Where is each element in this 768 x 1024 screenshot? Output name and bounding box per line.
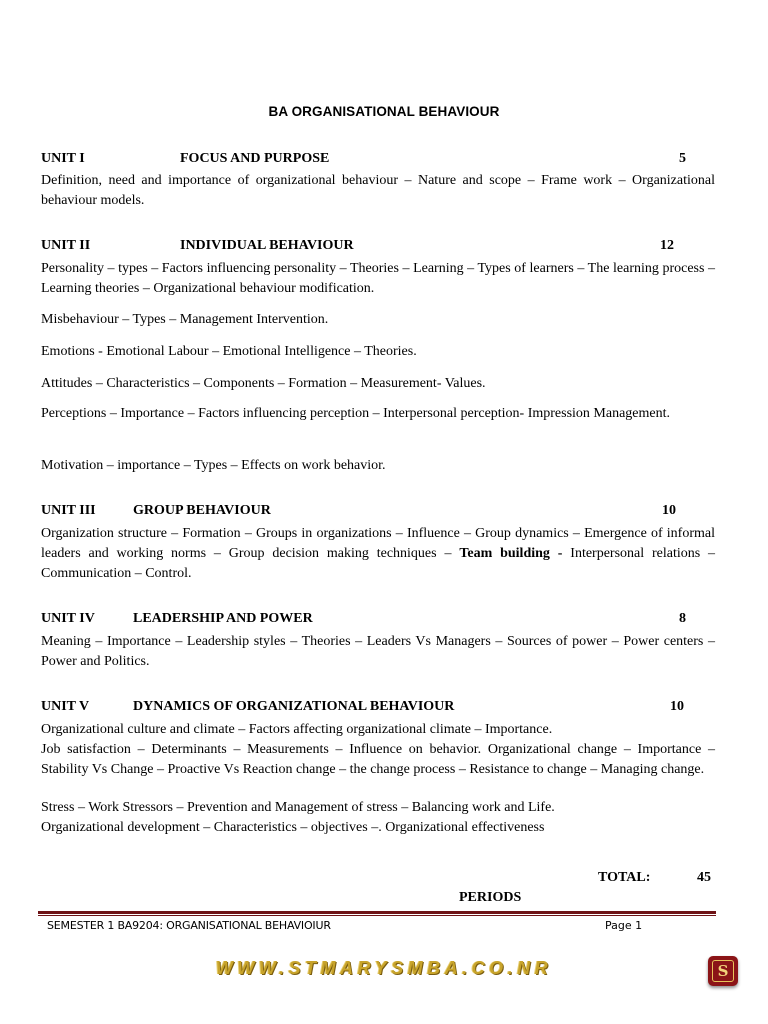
unit-2-topic: INDIVIDUAL BEHAVIOUR — [180, 238, 354, 253]
unit-5-header — [41, 698, 715, 716]
unit-4-hours: 8 — [679, 611, 686, 626]
logo-letter: S — [712, 960, 734, 982]
unit-2-paragraph-3: Emotions - Emotional Labour – Emotional Intelligence – Theories. — [41, 344, 417, 359]
unit-5-hours: 10 — [670, 699, 684, 714]
unit-3-team-building: Team building - — [459, 546, 563, 561]
logo-icon — [708, 956, 738, 986]
unit-4-header — [41, 610, 715, 628]
unit-5-paragraph-1: Organizational culture and climate – Factors affecting organizational climate – Importance. — [41, 722, 553, 737]
unit-5-topic: DYNAMICS OF ORGANIZATIONAL BEHAVIOUR — [133, 699, 455, 714]
website-banner: WWW.STMARYSMBA.CO.NR — [215, 958, 553, 978]
unit-2-header — [41, 237, 715, 255]
unit-1-hours: 5 — [679, 151, 686, 166]
unit-2-paragraph-5: Perceptions – Importance – Factors influencing perception – Interpersonal perception- Impression Management. — [41, 406, 671, 421]
unit-2-paragraph-2: Misbehaviour – Types – Management Intervention. — [41, 312, 329, 327]
total-row — [0, 869, 768, 887]
unit-2-hours: 12 — [660, 238, 674, 253]
footer-rule-thick — [38, 911, 716, 914]
unit-5-paragraph-3: Stress – Work Stressors – Prevention and Management of stress – Balancing work and Life. — [41, 800, 555, 815]
footer-page-number: Page 1 — [605, 919, 643, 932]
unit-2-paragraph-1: Personality – types – Factors influencing personality – Theories – Learning – Types of learners – The learning process – Learning theories – Organizational behaviour modification. — [41, 261, 715, 296]
unit-3-topic: GROUP BEHAVIOUR — [133, 503, 271, 518]
unit-3-text-b: Interpersonal relations – Communication – Control. — [41, 546, 716, 581]
unit-3-header — [41, 502, 715, 520]
unit-5-number: UNIT V — [41, 699, 90, 714]
total-value: 45 — [697, 870, 711, 885]
unit-1-topic: FOCUS AND PURPOSE — [180, 151, 330, 166]
unit-1-header — [41, 150, 715, 168]
total-label: TOTAL: — [598, 870, 651, 885]
unit-1-number: UNIT I — [41, 151, 85, 166]
unit-5-paragraph-2: Job satisfaction – Determinants – Measurements – Influence on behavior. Organizational change – Importance – Stability Vs Change – Proactive Vs Reaction change – the change process – Resistance to change – Managing change. — [41, 742, 715, 777]
unit-2-paragraph-4: Attitudes – Characteristics – Components – Formation – Measurement- Values. — [41, 376, 486, 391]
unit-1-paragraph-1: Definition, need and importance of organizational behaviour – Nature and scope – Frame work – Organizational behaviour models. — [41, 173, 715, 208]
total-unit: PERIODS — [459, 890, 522, 905]
unit-3-text-a: Organization structure – Formation – Groups in organizations – Influence – Group dynamics – Emergence of informal leaders and working norms – Group decision making techniques – — [41, 526, 715, 561]
unit-4-paragraph-1: Meaning – Importance – Leadership styles – Theories – Leaders Vs Managers – Sources of power – Power centers – Power and Politics. — [41, 634, 715, 669]
unit-2-paragraph-6: Motivation – importance – Types – Effects on work behavior. — [41, 458, 386, 473]
unit-2-number: UNIT II — [41, 238, 91, 253]
footer-course-label: SEMESTER 1 BA9204: ORGANISATIONAL BEHAVIOIUR — [47, 919, 331, 932]
unit-4-number: UNIT IV — [41, 611, 95, 626]
unit-4-topic: LEADERSHIP AND POWER — [133, 611, 313, 626]
unit-3-paragraph-1 — [41, 524, 715, 584]
document-title: BA ORGANISATIONAL BEHAVIOUR — [268, 104, 500, 119]
unit-3-number: UNIT III — [41, 503, 96, 518]
footer-rule-thin — [38, 915, 716, 916]
unit-3-hours: 10 — [662, 503, 676, 518]
unit-5-paragraph-4: Organizational development – Characteristics – objectives –. Organizational effectiveness — [41, 820, 545, 835]
